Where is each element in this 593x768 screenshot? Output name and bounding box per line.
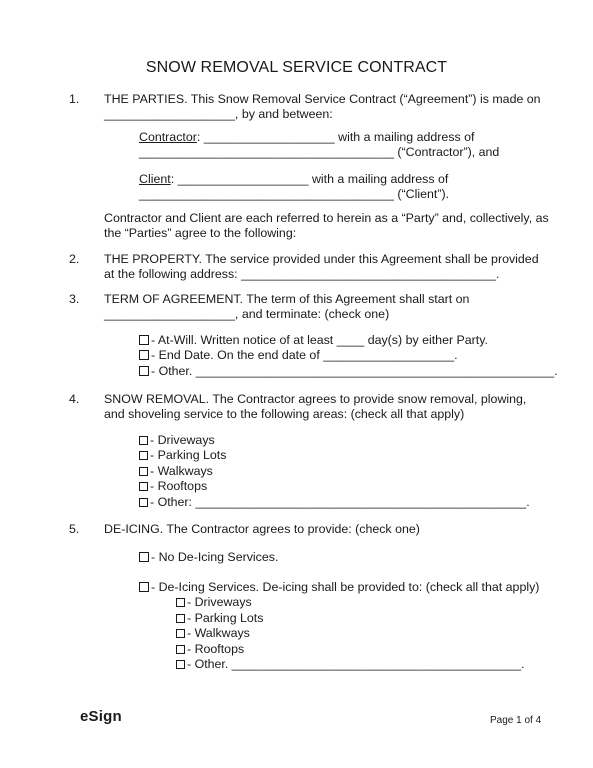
contractor-line-1-text: : ___________________ with a mailing address of — [196, 130, 475, 144]
section-1-number: 1. — [69, 92, 80, 106]
contractor-line-2: _____________________________________ (“Contractor”), and — [139, 145, 500, 159]
section-2-line-2: at the following address: _____________________________________. — [104, 267, 500, 281]
snow-option-walkways — [139, 464, 213, 480]
snow-option-label: - Driveways — [150, 433, 215, 447]
client-line-1 — [139, 172, 448, 188]
section-5-line-1: DE-ICING. The Contractor agrees to provide: (check one) — [104, 522, 420, 536]
checkbox[interactable] — [176, 598, 185, 607]
esign-logo: eSign — [80, 708, 122, 725]
checkbox[interactable] — [139, 366, 149, 376]
section-1-line-2: ___________________, by and between: — [104, 107, 333, 121]
deicing-option-label: - De-Icing Services. De-icing shall be provided to: (check all that apply) — [151, 580, 540, 594]
deicing-option-none — [139, 550, 278, 566]
checkbox[interactable] — [139, 552, 149, 562]
checkbox[interactable] — [139, 498, 148, 507]
deicing-sub-label: - Other. __________________________________________. — [187, 657, 525, 671]
section-4-number: 4. — [69, 392, 80, 406]
parties-paragraph-line-1: Contractor and Client are each referred to herein as a “Party” and, collectively, as — [104, 211, 549, 225]
checkbox[interactable] — [139, 467, 148, 476]
section-2-number: 2. — [69, 252, 80, 266]
page-number: Page 1 of 4 — [490, 715, 542, 726]
deicing-sub-walkways — [176, 626, 250, 642]
deicing-option-label: - No De-Icing Services. — [151, 550, 279, 564]
snow-option-label: - Walkways — [150, 464, 213, 478]
section-4-line-2: and shoveling service to the following areas: (check all that apply) — [104, 407, 465, 421]
snow-option-label: - Other: ________________________________________________. — [150, 495, 530, 509]
deicing-sub-label: - Driveways — [187, 595, 252, 609]
parties-paragraph-line-2: the “Parties” agree to the following: — [104, 226, 297, 240]
snow-option-driveways — [139, 433, 215, 449]
checkbox[interactable] — [139, 451, 148, 460]
document-title: SNOW REMOVAL SERVICE CONTRACT — [145, 59, 448, 76]
client-label: Client — [139, 172, 171, 186]
section-2-line-1: THE PROPERTY. The service provided under this Agreement shall be provided — [104, 252, 539, 266]
checkbox[interactable] — [139, 436, 148, 445]
deicing-sub-label: - Walkways — [187, 626, 250, 640]
checkbox[interactable] — [139, 335, 149, 345]
section-3-number: 3. — [69, 292, 80, 306]
contractor-label: Contractor — [139, 130, 197, 144]
term-option-at-will — [139, 333, 488, 349]
term-option-end-date — [139, 348, 458, 364]
snow-option-other — [139, 495, 530, 511]
section-3-line-2: ___________________, and terminate: (check one) — [104, 307, 390, 321]
section-5-number: 5. — [69, 522, 80, 536]
snow-option-parking-lots — [139, 448, 226, 464]
checkbox[interactable] — [139, 482, 148, 491]
checkbox[interactable] — [176, 629, 185, 638]
deicing-sub-label: - Rooftops — [187, 642, 245, 656]
deicing-option-services — [139, 580, 539, 596]
checkbox[interactable] — [176, 645, 185, 654]
contractor-line-1 — [139, 130, 474, 146]
snow-option-rooftops — [139, 479, 207, 495]
checkbox[interactable] — [176, 660, 185, 669]
checkbox[interactable] — [139, 350, 149, 360]
deicing-sub-driveways — [176, 595, 252, 611]
deicing-sub-parking-lots — [176, 611, 263, 627]
term-option-label: - Other. ____________________________________________________. — [151, 364, 558, 378]
deicing-sub-rooftops — [176, 642, 244, 658]
deicing-sub-label: - Parking Lots — [187, 611, 264, 625]
section-4-line-1: SNOW REMOVAL. The Contractor agrees to provide snow removal, plowing, — [104, 392, 527, 406]
deicing-sub-other — [176, 657, 525, 673]
snow-option-label: - Parking Lots — [150, 448, 227, 462]
term-option-label: - End Date. On the end date of ___________________. — [151, 348, 458, 362]
term-option-label: - At-Will. Written notice of at least ____ day(s) by either Party. — [151, 333, 488, 347]
checkbox[interactable] — [176, 614, 185, 623]
client-line-1-text: : ___________________ with a mailing address of — [170, 172, 449, 186]
client-line-2: _____________________________________ (“Client”). — [139, 187, 450, 201]
section-3-line-1: TERM OF AGREEMENT. The term of this Agreement shall start on — [104, 292, 470, 306]
term-option-other — [139, 364, 558, 380]
snow-option-label: - Rooftops — [150, 479, 208, 493]
checkbox[interactable] — [139, 582, 149, 592]
section-1-line-1: THE PARTIES. This Snow Removal Service Contract (“Agreement”) is made on — [104, 92, 541, 106]
